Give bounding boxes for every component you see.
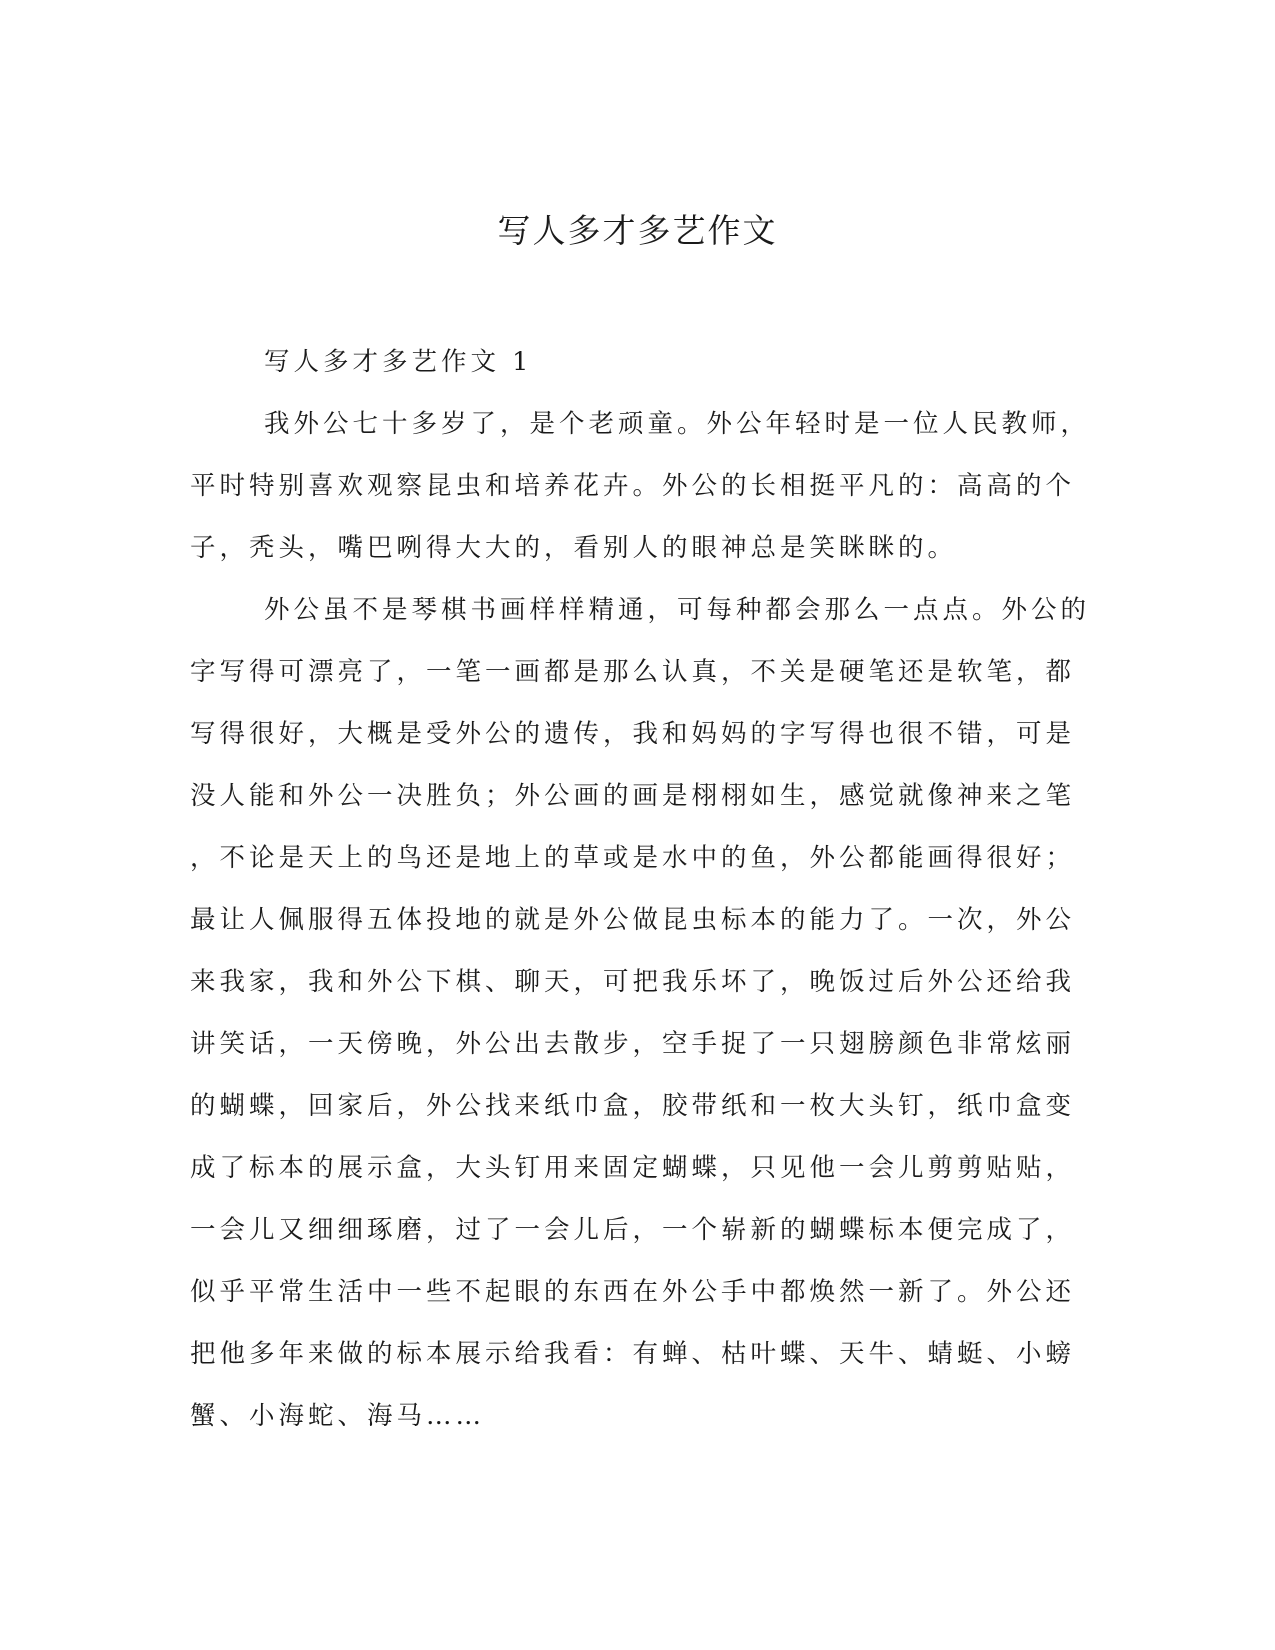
paragraph-line: 没人能和外公一决胜负；外公画的画是栩栩如生，感觉就像神来之笔 [190, 781, 1076, 811]
paragraph-line: 我外公七十多岁了，是个老顽童。外公年轻时是一位人民教师， [264, 409, 1091, 439]
document-title: 写人多才多艺作文 [497, 211, 778, 250]
paragraph-line: 平时特别喜欢观察昆虫和培养花卉。外公的长相挺平凡的：高高的个 [190, 471, 1076, 501]
paragraph-line: 蟹、小海蛇、海马…… [190, 1401, 486, 1431]
paragraph-line: 讲笑话，一天傍晚，外公出去散步，空手捉了一只翅膀颜色非常炫丽 [190, 1029, 1076, 1059]
paragraph-line: 的蝴蝶，回家后，外公找来纸巾盒，胶带纸和一枚大头钉，纸巾盒变 [190, 1091, 1076, 1121]
paragraph-2 [190, 579, 1091, 1447]
section-heading: 写人多才多艺作文 1 [264, 347, 533, 377]
paragraph-line: 写得很好，大概是受外公的遗传，我和妈妈的字写得也很不错，可是 [190, 719, 1076, 749]
paragraph-line: 外公虽不是琴棋书画样样精通，可每种都会那么一点点。外公的 [264, 595, 1091, 625]
document-body [190, 331, 1091, 1447]
paragraph-1 [190, 393, 1091, 579]
paragraph-line: 似乎平常生活中一些不起眼的东西在外公手中都焕然一新了。外公还 [190, 1277, 1076, 1307]
paragraph-line: 最让人佩服得五体投地的就是外公做昆虫标本的能力了。一次，外公 [190, 905, 1076, 935]
paragraph-line: 子，秃头，嘴巴咧得大大的，看别人的眼神总是笑眯眯的。 [190, 533, 958, 563]
paragraph-line: ，不论是天上的鸟还是地上的草或是水中的鱼，外公都能画得很好； [190, 843, 1076, 873]
paragraph-line: 把他多年来做的标本展示给我看：有蝉、枯叶蝶、天牛、蜻蜓、小螃 [190, 1339, 1076, 1369]
paragraph-line: 一会儿又细细琢磨，过了一会儿后，一个崭新的蝴蝶标本便完成了， [190, 1215, 1076, 1245]
paragraph-line: 成了标本的展示盒，大头钉用来固定蝴蝶，只见他一会儿剪剪贴贴， [190, 1153, 1076, 1183]
paragraph-line: 来我家，我和外公下棋、聊天，可把我乐坏了，晚饭过后外公还给我 [190, 967, 1076, 997]
paragraph-line: 字写得可漂亮了，一笔一画都是那么认真，不关是硬笔还是软笔，都 [190, 657, 1076, 687]
